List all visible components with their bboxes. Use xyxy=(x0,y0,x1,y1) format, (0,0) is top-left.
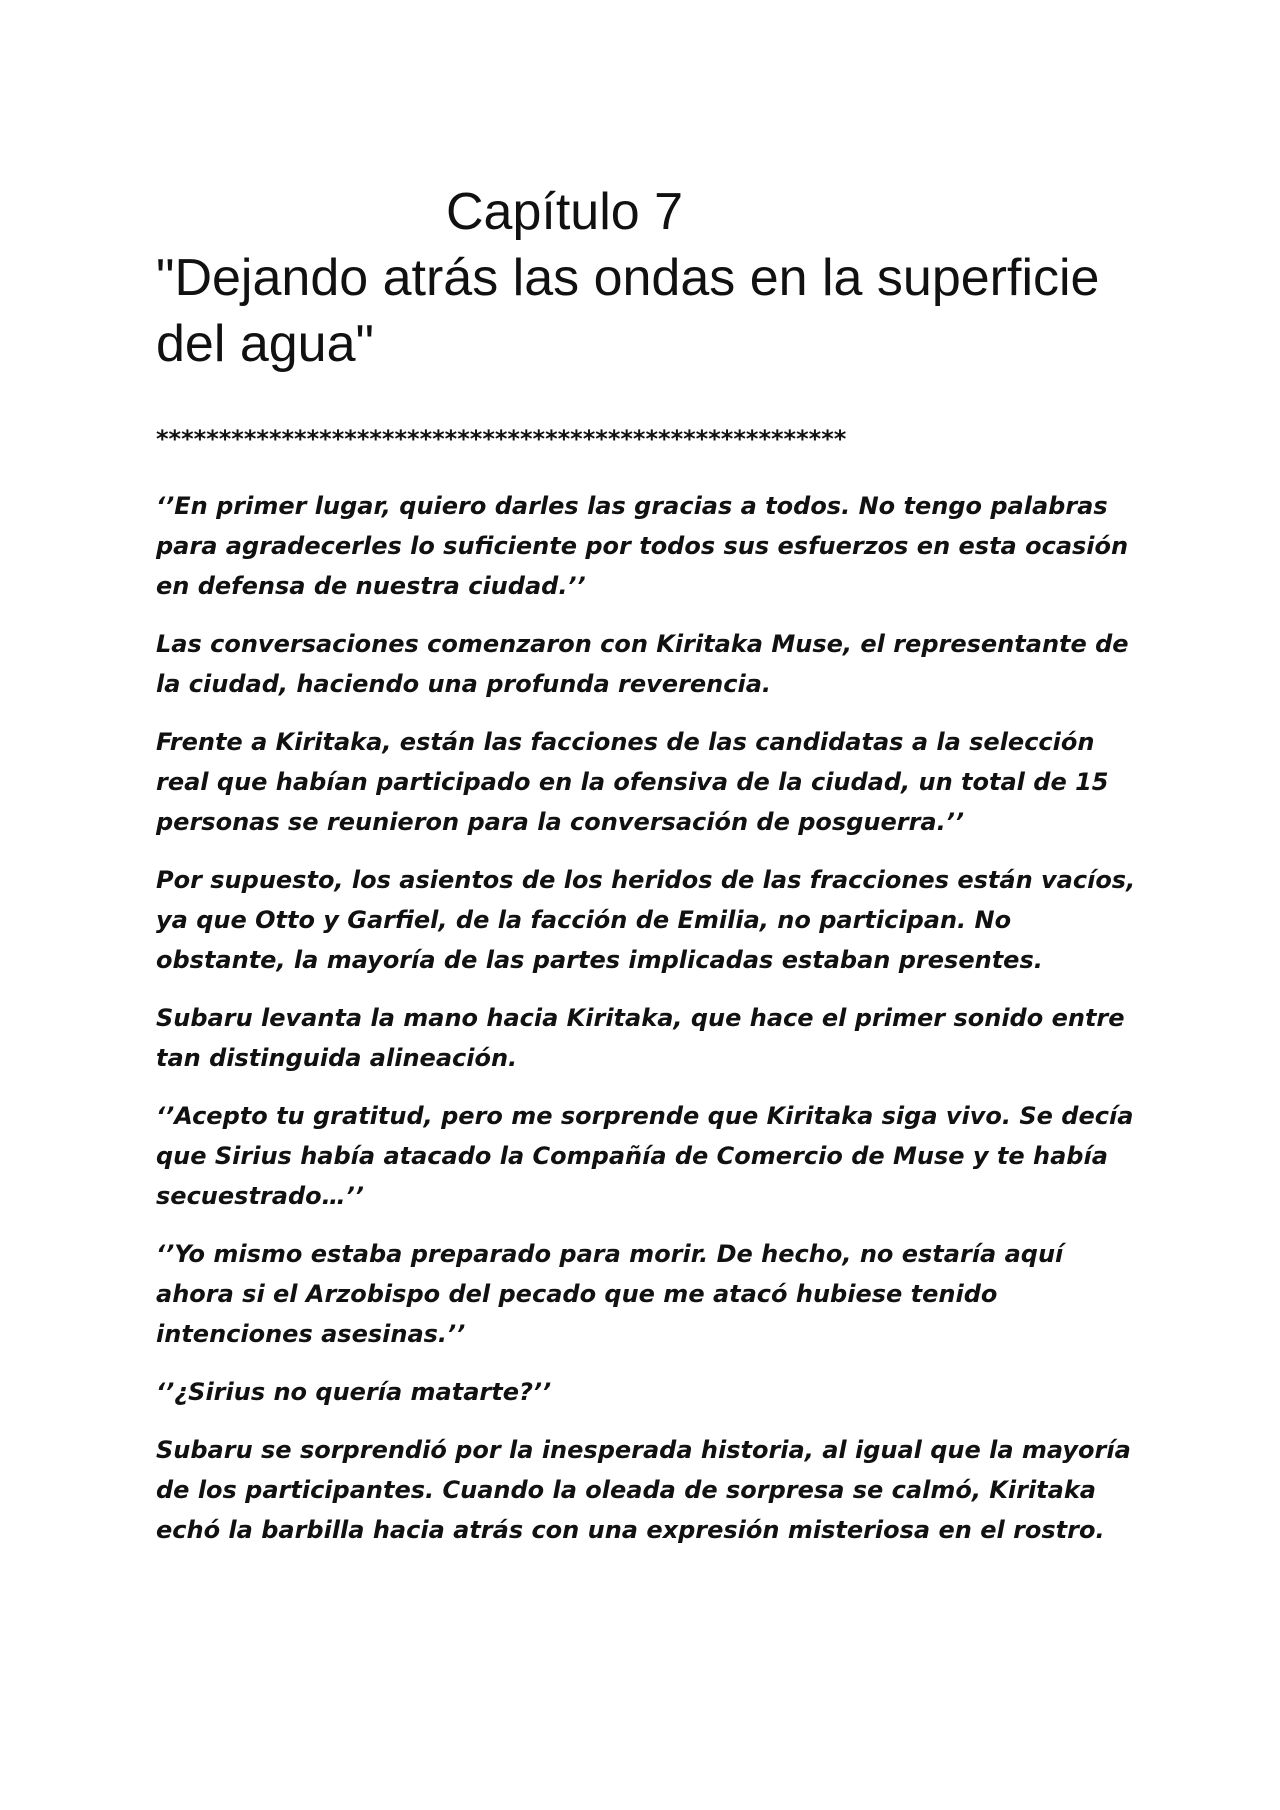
paragraph: Las conversaciones comenzaron con Kiritaka Muse, el representante de la ciudad, haciendo una profunda reverencia. xyxy=(156,630,1129,698)
paragraph: ‘’En primer lugar, quiero darles las gracias a todos. No tengo palabras para agradecerles lo suficiente por todos sus esfuerzos en esta ocasión en defensa de nuestra ciudad.’’ xyxy=(156,492,1129,600)
paragraph: ‘’¿Sirius no quería matarte?’’ xyxy=(156,1378,552,1406)
body-text xyxy=(156,486,1136,1568)
chapter-title: "Dejando atrás las ondas en la superficie del agua" xyxy=(156,249,1100,374)
chapter-heading xyxy=(156,179,1156,377)
paragraph: Frente a Kiritaka, están las facciones de las candidatas a la selección real que habían participado en la ofensiva de la ciudad, un total de 15 personas se reunieron para la conversación de posguerra.’’ xyxy=(156,728,1109,836)
chapter-number: Capítulo 7 xyxy=(446,183,684,242)
paragraph: Subaru se sorprendió por la inesperada historia, al igual que la mayoría de los participantes. Cuando la oleada de sorpresa se calmó, Kiritaka echó la barbilla hacia atrás con una expresión misteriosa en el rostro. xyxy=(156,1436,1131,1544)
paragraph: ‘’Acepto tu gratitud, pero me sorprende que Kiritaka siga vivo. Se decía que Sirius había atacado la Compañía de Comercio de Muse y te había secuestrado…’’ xyxy=(156,1102,1134,1210)
paragraph: Por supuesto, los asientos de los heridos de las fracciones están vacíos, ya que Otto y Garfiel, de la facción de Emilia, no participan. No obstante, la mayoría de las partes implicadas estaban presentes. xyxy=(156,866,1136,974)
asterisk-separator: ******************************************************* xyxy=(156,425,847,453)
paragraph: ‘’Yo mismo estaba preparado para morir. De hecho, no estaría aquí ahora si el Arzobispo del pecado que me atacó hubiese tenido intenciones asesinas.’’ xyxy=(156,1240,1064,1348)
paragraph: Subaru levanta la mano hacia Kiritaka, que hace el primer sonido entre tan distinguida alineación. xyxy=(156,1004,1125,1072)
